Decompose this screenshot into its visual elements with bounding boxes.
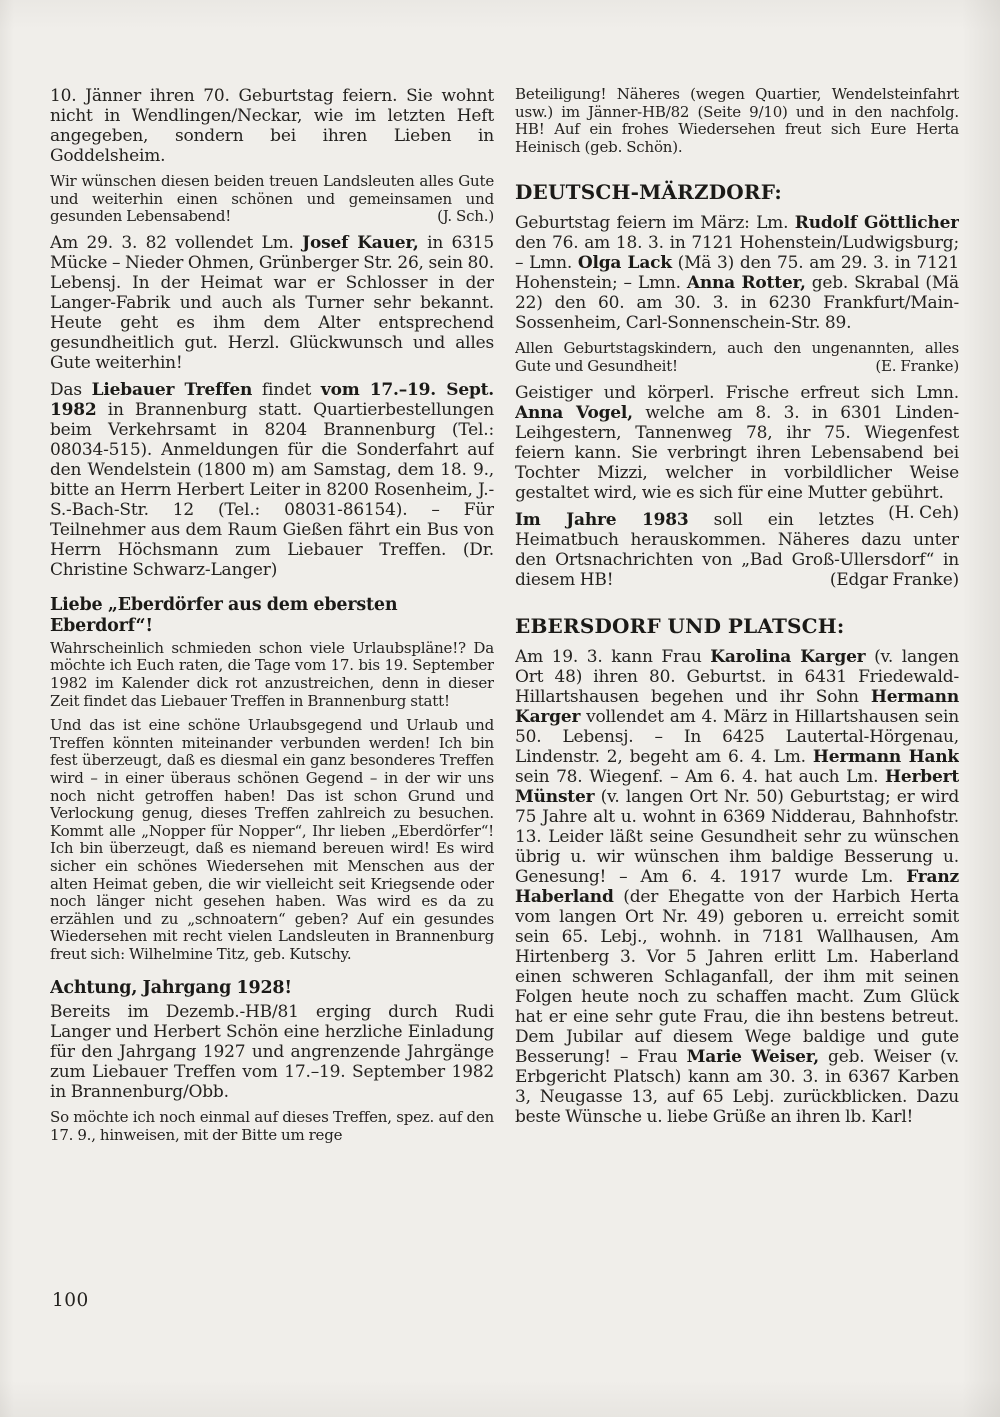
signature: (Edgar Franke) (829, 569, 959, 590)
text-run: vollendet am 4. März in Hillartshausen sein 50. Lebensj. – In 6425 Lautertal-Hörgenau, Lindenstr. 2, begeht am 6. 4. Lm. (515, 706, 959, 767)
text-run-bold: Marie Weiser, (686, 1046, 819, 1067)
text-run: So möchte ich noch einmal auf dieses Treffen, spez. auf den 17. 9., hinweisen, mit der Bitte um rege (50, 1108, 494, 1145)
note-eberdoerfer-1 (50, 640, 494, 710)
entry-jahrgang-1928 (50, 1002, 494, 1102)
text-run: findet (252, 379, 321, 400)
note-geburtstagskinder (515, 340, 959, 375)
heading-deutsch-maerzdorf (515, 180, 959, 204)
text-run: Bereits im Dezemb.-HB/81 erging durch Rudi Langer und Herbert Schön eine herzliche Einladung für den Jahrgang 1927 und angrenzende Jahrgänge zum Liebauer Treffen vom 17.–19. September 1982 in Brannenburg/Obb. (50, 1002, 494, 1103)
signature: (H. Ceh) (888, 502, 959, 523)
entry-liebauer-treffen (50, 380, 494, 580)
text-run: Wahrscheinlich schmieden schon viele Urlaubspläne!? Da möchte ich Euch raten, die Tage vom 17. bis 19. September 1982 im Kalender dick rot anzustreichen, denn in dieser Zeit findet das Liebauer Treffen in Brannenburg statt! (50, 638, 494, 710)
text-run: sein 78. Wiegenf. – Am 6. 4. hat auch Lm. (515, 766, 886, 787)
text-run-bold: Im Jahre 1983 (515, 509, 689, 530)
text-run-bold: Achtung, Jahrgang 1928! (50, 978, 292, 999)
text-run-bold: Hermann Karger (515, 686, 959, 727)
text-run: Wir wünschen diesen beiden treuen Landsleuten alles Gute und weiterhin einen schönen und gemeinsamen und gesunden Lebensabend! (50, 172, 494, 226)
entry-goddelsheim (50, 86, 494, 166)
entry-ebersdorf-platsch (515, 647, 959, 1127)
text-run: (der Ehegatte von der Harbich Herta vom langen Ort Nr. 49) geboren u. erreicht somit sein 65. Lebj., wohnh. in 7181 Wallhausen, Am Hirtenberg 3. Vor 5 Jahren erlitt Lm. Haberland einen schweren Schlaganfall, der ihm mit seinen Folgen heute noch zu schaffen macht. Zum Glück hat er eine sehr gute Frau, die ihn bestens betreut. Dem Jubilar auf diesem Wege baldige und gute Besserung! – Frau (515, 886, 959, 1067)
entry-maerz-geburtstage (515, 213, 959, 333)
text-run: Beteiligung! Näheres (wegen Quartier, Wendelsteinfahrt usw.) im Jänner-HB/82 (Seite 9/10) und in den nachfolg. HB! Auf ein frohes Wiedersehen freut sich Eure Herta Heinisch (geb. Schön). (515, 86, 959, 156)
text-run: geb. Skrabal (Mä 22) den 60. am 30. 3. in 6230 Frankfurt/Main-Sossenheim, Carl-Sonnenschein-Str. 89. (515, 273, 959, 334)
text-run: in Brannenburg statt. Quartierbestellungen beim Verkehrsamt in 8204 Brannenburg (Tel.: 08034-515). Anmeldungen für die Sonderfahrt auf den Wendelstein (1800 m) am Samstag, dem 18. 9., bitte an Herrn Herbert Leiter in 8200 Rosenheim, J.-S.-Bach-Str. 12 (Tel.: 08031-86154). – Für Teilnehmer aus dem Raum Gießen fährt ein Bus von Herrn Höchsmann zum Liebauer Treffen. (Dr. Christine Schwarz-Langer) (50, 399, 494, 580)
text-run: Geburtstag feiern im März: Lm. (515, 213, 795, 234)
note-goddelsheim-wish (50, 173, 494, 226)
entry-josef-kauer (50, 233, 494, 373)
text-run: (v. langen Ort Nr. 50) Geburtstag; er wird 75 Jahre alt u. wohnt in 6369 Nidderau, Bahnhofstr. 13. Leider läßt seine Gesundheit sehr zu wünschen übrig u. wir wünschen ihm baldige Besserung u. Genesung! – Am 6. 4. 1917 wurde Lm. (515, 786, 959, 887)
text-run-bold: Hermann Hank (812, 746, 959, 767)
text-run-bold: vom 17.–19. Sept. 1982 (50, 379, 494, 420)
text-run-bold: Olga Lack (577, 253, 672, 274)
text-run-bold: Liebe „Eberdörfer aus dem ebersten Eberdorf“! (50, 594, 398, 636)
text-run: Geistiger und körperl. Frische erfreut sich Lmn. (515, 382, 959, 403)
heading-ebersdorf-platsch (515, 614, 959, 638)
signature: (J. Sch.) (437, 207, 494, 226)
text-run-bold: Liebauer Treffen (91, 379, 253, 400)
text-run-bold: Rudolf Göttlicher (794, 213, 959, 234)
text-run-bold: Franz Haberland (515, 866, 959, 907)
heading-eberdoerfer (50, 595, 494, 637)
right-column (515, 86, 959, 1417)
text-run: Am 19. 3. kann Frau (515, 646, 711, 667)
text-run: Allen Geburtstagskindern, auch den ungenannten, alles Gute und Gesundheit! (515, 339, 959, 375)
page-number: 100 (52, 1290, 89, 1311)
text-run: (v. langen Ort 48) ihren 80. Geburtst. in 6431 Friedewald-Hillartshausen begehen und ihr Sohn (515, 646, 959, 707)
left-column (50, 86, 494, 1417)
text-run-bold: Anna Rotter, (686, 273, 806, 294)
signature: (E. Franke) (875, 356, 959, 375)
text-run-bold: DEUTSCH-MÄRZDORF: (515, 180, 783, 205)
text-run-bold: EBERSDORF UND PLATSCH: (515, 613, 845, 638)
text-run-bold: Josef Kauer, (302, 232, 419, 253)
text-run: Das (50, 379, 92, 400)
text-run: geb. Weiser (v. Erbgericht Platsch) kann am 30. 3. in 6367 Karben 3, Neugasse 13, auf 65 Lebj. zurückblicken. Dazu beste Wünsche u. liebe Grüße an ihren lb. Karl! (515, 1046, 959, 1127)
text-run-bold: Herbert Münster (515, 766, 959, 807)
text-run: (Mä 3) den 75. am 29. 3. in 7121 Hohenstein; – Lmn. (515, 253, 959, 294)
text-run: welche am 8. 3. in 6301 Linden-Leihgestern, Tannenweg 78, ihr 75. Wiegenfest feiern kann. Sie verbringt ihren Lebensabend bei Tochter Mizzi, welcher in vorbildlicher Weise gestaltet wird, wie es sich für eine Mutter gebührt. (515, 402, 959, 503)
text-run-bold: Karolina Karger (710, 646, 866, 667)
note-eberdoerfer-2 (50, 717, 494, 963)
text-run: Und das ist eine schöne Urlaubsgegend und Urlaub und Treffen könnten miteinander verbunden werden! Ich bin fest überzeugt, daß es diesmal ein ganz besonderes Treffen wird – in einer überaus schönen Gegend – in der wir uns noch nicht getroffen haben! Das ist schon Grund und Verlockung genug, dieses Treffen zahlreich zu besuchen. Kommt alle „Nopper für Nopper“, Ihr lieben „Eberdörfer“! Ich bin überzeugt, daß es niemand bereuen wird! Es wird sicher ein schönes Wiedersehen mit Menschen aus der alten Heimat geben, die wir vielleicht seit Kriegsende oder noch länger nicht gesehen haben. Was wird es da zu erzählen und zu „schnoatern“ geben? Auf ein gesundes Wiedersehen mit recht vielen Landsleuten in Brannenburg freut sich: Wilhelmine Titz, geb. Kutschy. (50, 716, 494, 963)
heading-jahrgang-1928 (50, 978, 494, 999)
text-run: in 6315 Mücke – Nieder Ohmen, Grünberger Str. 26, sein 80. Lebensj. In der Heimat war er Schlosser in der Langer-Fabrik und auch als Turner sehr bekannt. Heute geht es ihm dem Alter entsprechend gesundheitlich gut. Herzl. Glückwunsch und alles Gute weiterhin! (50, 232, 494, 373)
text-run: 10. Jänner ihren 70. Geburtstag feiern. Sie wohnt nicht in Wendlingen/Neckar, wie im letzten Heft angegeben, sondern bei ihren Lieben in Goddelsheim. (50, 86, 494, 166)
text-run: den 76. am 18. 3. in 7121 Hohenstein/Ludwigsburg; – Lmn. (515, 233, 959, 274)
text-run: Am 29. 3. 82 vollendet Lm. (50, 232, 303, 253)
note-jahrgang-1928 (50, 1109, 494, 1144)
note-beteiligung (515, 86, 959, 156)
text-run-bold: Anna Vogel, (515, 402, 633, 423)
text-run: soll ein letztes Heimatbuch herauskommen. Näheres dazu unter den Ortsnachrichten von „Bad Groß-Ullersdorf“ in diesem HB! (515, 509, 959, 590)
